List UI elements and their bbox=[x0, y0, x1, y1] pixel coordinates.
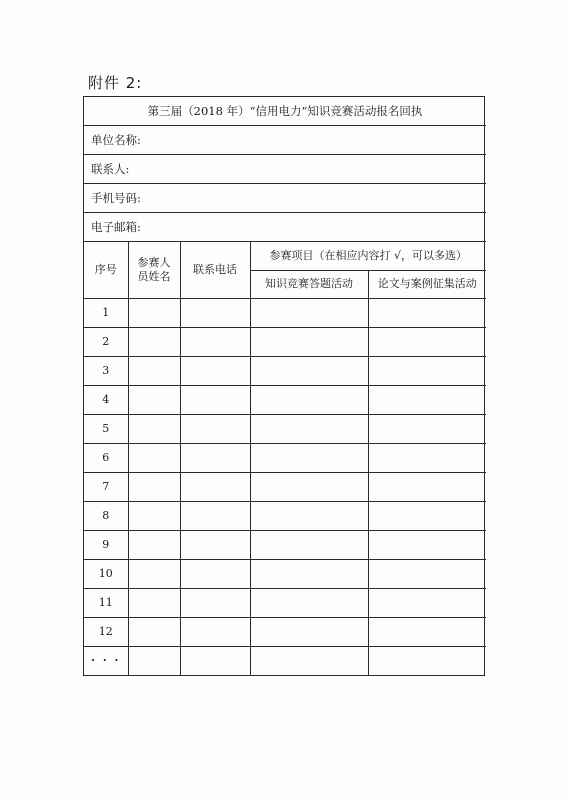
paper-case-check-cell[interactable] bbox=[368, 327, 486, 356]
quiz-check-cell[interactable] bbox=[250, 472, 368, 501]
participant-row bbox=[84, 559, 486, 588]
quiz-check-cell[interactable] bbox=[250, 414, 368, 443]
quiz-check-cell[interactable] bbox=[250, 385, 368, 414]
participant-name-cell[interactable] bbox=[128, 414, 180, 443]
participant-row bbox=[84, 530, 486, 559]
phone-cell[interactable] bbox=[180, 414, 250, 443]
registration-form bbox=[83, 96, 485, 676]
header-name-line1: 参赛人 bbox=[137, 255, 171, 269]
row-index: 5 bbox=[84, 414, 128, 443]
participant-row bbox=[84, 443, 486, 472]
row-index: 8 bbox=[84, 501, 128, 530]
participant-row bbox=[84, 356, 486, 385]
participant-name-cell[interactable] bbox=[128, 443, 180, 472]
paper-case-check-cell[interactable] bbox=[368, 356, 486, 385]
header-participant-name bbox=[128, 241, 180, 298]
row-index: 11 bbox=[84, 588, 128, 617]
row-index: 6 bbox=[84, 443, 128, 472]
header-quiz-event: 知识竞赛答题活动 bbox=[250, 270, 368, 298]
field-unit-name[interactable]: 单位名称: bbox=[84, 125, 486, 154]
participant-row bbox=[84, 617, 486, 646]
participant-row bbox=[84, 414, 486, 443]
phone-cell[interactable] bbox=[180, 443, 250, 472]
paper-case-check-cell[interactable] bbox=[368, 501, 486, 530]
header-paper-case-event: 论文与案例征集活动 bbox=[368, 270, 486, 298]
attachment-label: 附件 2: bbox=[88, 74, 143, 92]
participant-row bbox=[84, 327, 486, 356]
quiz-check-cell[interactable] bbox=[250, 501, 368, 530]
participant-name-cell[interactable] bbox=[128, 588, 180, 617]
phone-cell[interactable] bbox=[180, 327, 250, 356]
participant-name-cell[interactable] bbox=[128, 472, 180, 501]
participant-name-cell[interactable] bbox=[128, 501, 180, 530]
quiz-check-cell[interactable] bbox=[250, 646, 368, 675]
quiz-check-cell[interactable] bbox=[250, 617, 368, 646]
row-index: 7 bbox=[84, 472, 128, 501]
participant-name-cell[interactable] bbox=[128, 385, 180, 414]
paper-case-check-cell[interactable] bbox=[368, 530, 486, 559]
paper-case-check-cell[interactable] bbox=[368, 472, 486, 501]
participant-name-cell[interactable] bbox=[128, 617, 180, 646]
phone-cell[interactable] bbox=[180, 472, 250, 501]
header-phone: 联系电话 bbox=[180, 241, 250, 298]
registration-table bbox=[84, 97, 486, 675]
participant-name-cell[interactable] bbox=[128, 327, 180, 356]
phone-cell[interactable] bbox=[180, 298, 250, 327]
paper-case-check-cell[interactable] bbox=[368, 617, 486, 646]
row-index: 1 bbox=[84, 298, 128, 327]
quiz-check-cell[interactable] bbox=[250, 588, 368, 617]
row-index: 2 bbox=[84, 327, 128, 356]
quiz-check-cell[interactable] bbox=[250, 356, 368, 385]
header-events-group: 参赛项目（在相应内容打 √，可以多选） bbox=[250, 241, 486, 270]
paper-case-check-cell[interactable] bbox=[368, 559, 486, 588]
field-mobile-number[interactable]: 手机号码: bbox=[84, 183, 486, 212]
participant-name-cell[interactable] bbox=[128, 559, 180, 588]
participant-name-cell[interactable] bbox=[128, 646, 180, 675]
header-name-line2: 员姓名 bbox=[137, 269, 171, 283]
row-index: · · · bbox=[84, 646, 128, 675]
phone-cell[interactable] bbox=[180, 385, 250, 414]
phone-cell[interactable] bbox=[180, 501, 250, 530]
row-index: 3 bbox=[84, 356, 128, 385]
phone-cell[interactable] bbox=[180, 588, 250, 617]
field-email[interactable]: 电子邮箱: bbox=[84, 212, 486, 241]
row-index: 4 bbox=[84, 385, 128, 414]
paper-case-check-cell[interactable] bbox=[368, 646, 486, 675]
participant-row bbox=[84, 501, 486, 530]
field-contact-person[interactable]: 联系人: bbox=[84, 154, 486, 183]
row-index: 12 bbox=[84, 617, 128, 646]
form-title: 第三届（2018 年）“信用电力”知识竞赛活动报名回执 bbox=[84, 97, 486, 125]
participant-row bbox=[84, 385, 486, 414]
row-index: 10 bbox=[84, 559, 128, 588]
header-index: 序号 bbox=[84, 241, 128, 298]
paper-case-check-cell[interactable] bbox=[368, 414, 486, 443]
participant-name-cell[interactable] bbox=[128, 530, 180, 559]
participant-name-cell[interactable] bbox=[128, 356, 180, 385]
quiz-check-cell[interactable] bbox=[250, 443, 368, 472]
paper-case-check-cell[interactable] bbox=[368, 385, 486, 414]
participant-row bbox=[84, 588, 486, 617]
phone-cell[interactable] bbox=[180, 617, 250, 646]
phone-cell[interactable] bbox=[180, 646, 250, 675]
phone-cell[interactable] bbox=[180, 356, 250, 385]
quiz-check-cell[interactable] bbox=[250, 298, 368, 327]
phone-cell[interactable] bbox=[180, 559, 250, 588]
paper-case-check-cell[interactable] bbox=[368, 443, 486, 472]
quiz-check-cell[interactable] bbox=[250, 327, 368, 356]
quiz-check-cell[interactable] bbox=[250, 530, 368, 559]
paper-case-check-cell[interactable] bbox=[368, 588, 486, 617]
participant-row bbox=[84, 298, 486, 327]
paper-case-check-cell[interactable] bbox=[368, 298, 486, 327]
participant-row bbox=[84, 646, 486, 675]
participant-name-cell[interactable] bbox=[128, 298, 180, 327]
row-index: 9 bbox=[84, 530, 128, 559]
quiz-check-cell[interactable] bbox=[250, 559, 368, 588]
phone-cell[interactable] bbox=[180, 530, 250, 559]
participant-row bbox=[84, 472, 486, 501]
